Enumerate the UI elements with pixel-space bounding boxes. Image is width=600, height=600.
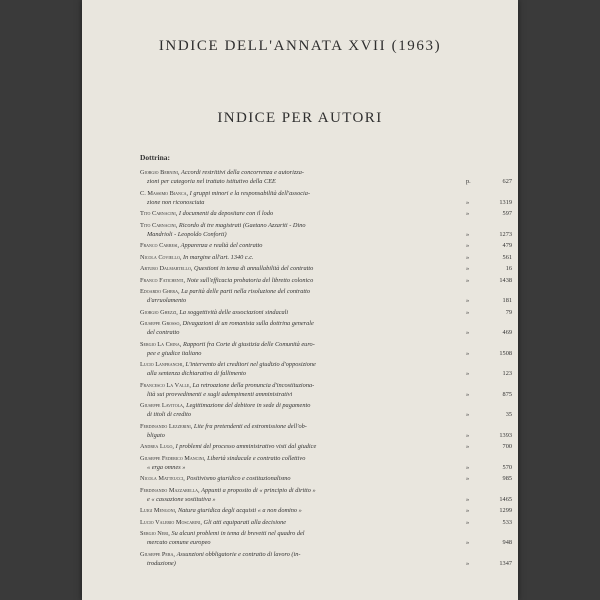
index-entry [140, 442, 512, 451]
entry-text [140, 276, 512, 285]
index-entry [140, 264, 512, 273]
entry-title: Accordi restrittivi della concorrenza e autorizza- [181, 169, 304, 176]
entry-author: Francesco La Valle, [140, 381, 191, 389]
entry-page-ref [460, 538, 512, 547]
index-entry [140, 454, 512, 472]
entry-title: La retroazione della pronuncia d'incostituziona- [192, 381, 315, 389]
entry-title: L'intervento dei creditori nel giudizio d'opposizione [185, 361, 316, 368]
entry-page-ref [460, 410, 512, 419]
page-number: 35 [505, 411, 512, 418]
entry-page-ref [460, 253, 512, 262]
page-prefix: » [466, 329, 470, 336]
entry-title-continuation: zione non riconosciuta [147, 198, 205, 206]
entry-page-ref [460, 518, 512, 527]
page-number: 1319 [499, 198, 512, 206]
entry-page-ref [460, 349, 512, 358]
entry-text [140, 360, 512, 378]
index-entry [140, 308, 512, 317]
entry-title-continuation: bligato [147, 431, 165, 439]
entry-title-continuation: « erga omnes » [147, 463, 186, 471]
page-number: 1438 [499, 276, 512, 284]
entry-page-ref [460, 308, 512, 317]
page-prefix: » [466, 507, 470, 514]
page-prefix: » [466, 559, 470, 567]
entry-author: Giorgio Ghezzi, [140, 308, 178, 316]
entry-page-ref [460, 296, 512, 305]
entry-title-continuation: zioni per categoria nel trattato istitutivo della CEE [147, 178, 276, 185]
page-number: 469 [502, 329, 512, 336]
page-number: 597 [502, 210, 512, 217]
entry-page-ref [460, 495, 512, 504]
page-number: 181 [502, 297, 512, 304]
entry-author: Sergio La China, [140, 340, 182, 348]
index-entry [140, 241, 512, 250]
entry-page-ref [460, 264, 512, 273]
index-entry [140, 518, 512, 527]
page-prefix: » [466, 539, 470, 546]
entry-author: Giorgio Bernini, [140, 169, 180, 176]
page-number: 627 [502, 178, 512, 185]
page-prefix: » [466, 518, 470, 526]
entry-title: Natura giuridica degli acquisti « a non domino » [177, 507, 302, 514]
entry-title-continuation: d'arruolamento [147, 297, 187, 304]
entry-text [140, 550, 512, 568]
entry-author: Franco Carresi, [140, 242, 180, 249]
page-number: 875 [502, 390, 512, 398]
index-entry [140, 319, 512, 337]
index-entry [140, 550, 512, 568]
entry-author: Nicola Matteucci, [140, 475, 185, 482]
page-prefix: » [466, 265, 470, 272]
entry-author: Luigi Mengoni, [140, 507, 177, 514]
entry-title-continuation: mercato comune europeo [147, 539, 211, 546]
book-page [82, 0, 518, 600]
entry-title: Legittimazione del debitore in sede di pagamento [186, 402, 311, 409]
entry-title: Su alcuni problemi in tema di brevetti nel quadro del [171, 530, 305, 537]
entry-text [140, 319, 512, 337]
page-number: 561 [502, 253, 512, 261]
entry-text [140, 442, 512, 451]
entry-text [140, 506, 512, 515]
entry-author: C. Massimo Bianca, [140, 189, 189, 197]
entry-text [140, 529, 512, 547]
page-number: 533 [502, 518, 512, 526]
page-number: 985 [502, 475, 512, 482]
page-number: 79 [505, 308, 512, 316]
entry-title: I gruppi minori e la responsabilità dell'associa- [189, 189, 311, 197]
page-prefix: » [466, 495, 470, 503]
page-prefix: » [466, 411, 470, 418]
entry-page-ref [460, 209, 512, 218]
entry-page-ref [460, 230, 512, 239]
page-number: 479 [502, 242, 512, 249]
index-entry [140, 189, 512, 207]
index-entry [140, 360, 512, 378]
entry-text [140, 189, 512, 207]
entry-text [140, 381, 512, 399]
page-title: INDICE DELL'ANNATA XVII (1963) [158, 38, 442, 54]
entry-text [140, 454, 512, 472]
entry-title: Apparenza e realtà del contratto [180, 242, 263, 249]
entry-title: I documenti da depositare con il lodo [178, 210, 274, 217]
page-prefix: » [466, 308, 470, 316]
entry-author: Lucio Lanfranchi, [140, 361, 184, 368]
entry-text [140, 168, 512, 186]
entry-title-continuation: pee e giudice italiano [147, 349, 202, 357]
entry-page-ref [460, 474, 512, 483]
page-number: 948 [502, 539, 512, 546]
entry-title: Note sull'efficacia probatoria del libretto colonico [186, 276, 314, 284]
entry-author: Giuseppe Pera, [140, 550, 175, 558]
entry-page-ref [460, 390, 512, 399]
entry-title: Ricordo di tre magistrati (Gaetano Azzariti - Dino [178, 221, 306, 229]
entry-title: Libertà sindacale e contratto collettivo [207, 454, 306, 462]
index-entry [140, 422, 512, 440]
page-prefix: » [466, 253, 470, 261]
page-number: 1299 [499, 507, 512, 514]
entry-title: Gli atti equiparati alla decisione [203, 518, 287, 526]
entry-text [140, 253, 512, 262]
index-entry [140, 506, 512, 515]
page-prefix: » [466, 198, 470, 206]
entry-title: Assunzioni obbligatorie e contratto di lavoro (in- [176, 550, 301, 558]
page-prefix: » [466, 349, 470, 357]
page-number: 1393 [499, 431, 512, 439]
entry-title: Positivismo giuridico e costituzionalismo [186, 475, 291, 482]
entry-text [140, 221, 512, 239]
entry-page-ref [460, 463, 512, 472]
page-number: 1508 [499, 349, 512, 357]
entry-author: Ferdinando Lezzerini, [140, 422, 193, 430]
entry-title-continuation: e « cassazione sostitutiva » [147, 495, 216, 503]
page-prefix: » [466, 475, 470, 482]
page-number: 1465 [499, 495, 512, 503]
page-number: 1273 [499, 230, 512, 238]
page-number: 16 [505, 265, 512, 272]
page-number: 570 [502, 463, 512, 471]
author-index-list [140, 168, 512, 570]
page-prefix: » [466, 210, 470, 217]
entry-title: I problemi del processo amministrativo visti dal giudice [175, 443, 317, 450]
entry-page-ref [460, 431, 512, 440]
index-entry [140, 287, 512, 305]
page-number: 123 [502, 370, 512, 377]
index-entry [140, 381, 512, 399]
entry-page-ref [460, 442, 512, 451]
entry-title-continuation: troduzione) [147, 559, 176, 567]
section-label: Dottrina: [140, 153, 170, 162]
page-number: 1347 [499, 559, 512, 567]
entry-author: Edoardo Ghera, [140, 288, 180, 295]
entry-text [140, 264, 512, 273]
entry-page-ref [460, 177, 512, 186]
index-entry [140, 209, 512, 218]
entry-page-ref [460, 198, 512, 207]
page-prefix: » [466, 276, 470, 284]
entry-author: Nicola Coviello, [140, 253, 182, 261]
entry-author: Sergio Neri, [140, 530, 170, 537]
entry-author: Arturo Dalmartello, [140, 265, 193, 272]
index-entry [140, 529, 512, 547]
entry-text [140, 209, 512, 218]
entry-title-continuation: del contratto [147, 329, 180, 336]
page-number: 700 [502, 443, 512, 450]
entry-title: In margine all'art. 1340 c.c. [183, 253, 254, 261]
page-prefix: » [466, 431, 470, 439]
entry-page-ref [460, 328, 512, 337]
section-title: INDICE PER AUTORI [217, 110, 383, 126]
index-entry [140, 221, 512, 239]
page-prefix: » [466, 297, 470, 304]
entry-title: Appunti a proposito di « principio di diritto » [201, 486, 316, 494]
entry-title: Divagazioni di un romanista sulla dottrina generale [182, 320, 314, 327]
entry-author: Franco Fatichenti, [140, 276, 186, 284]
entry-text [140, 340, 512, 358]
index-entry [140, 474, 512, 483]
page-prefix: » [466, 443, 470, 450]
index-entry [140, 253, 512, 262]
entry-page-ref [460, 276, 512, 285]
index-entry [140, 340, 512, 358]
index-entry [140, 486, 512, 504]
page-prefix: p. [466, 178, 471, 185]
index-entry [140, 276, 512, 285]
page-prefix: » [466, 230, 470, 238]
entry-title: Rapporti fra Corte di giustizia delle Comunità euro- [182, 340, 315, 348]
entry-author: Tito Carnacini, [140, 210, 178, 217]
page-prefix: » [466, 463, 470, 471]
entry-page-ref [460, 369, 512, 378]
entry-title-continuation: di titoli di credito [147, 411, 192, 418]
entry-title-continuation: Mandrioli - Leopoldo Conforti) [147, 230, 227, 238]
entry-title-continuation: alla sentenza dichiarativa di fallimento [147, 370, 246, 377]
entry-title: Lite fra pretendenti ed estromissione dell'ob- [193, 422, 307, 430]
entry-author: Ferdinando Mazzarella, [140, 486, 200, 494]
entry-title: La parità delle parti nella risoluzione del contratto [181, 288, 311, 295]
index-entry [140, 401, 512, 419]
index-entry [140, 168, 512, 186]
entry-text [140, 308, 512, 317]
page-prefix: » [466, 390, 470, 398]
page-prefix: » [466, 242, 470, 249]
entry-text [140, 518, 512, 527]
entry-page-ref [460, 241, 512, 250]
entry-title: La soggettività delle associazioni sindacali [179, 308, 289, 316]
entry-text [140, 486, 512, 504]
entry-text [140, 401, 512, 419]
entry-page-ref [460, 559, 512, 568]
entry-page-ref [460, 506, 512, 515]
entry-author: Giuseppe Lavitola, [140, 402, 185, 409]
page-prefix: » [466, 370, 470, 377]
entry-author: Tito Carnacini, [140, 221, 178, 229]
entry-author: Giuseppe Grosso, [140, 320, 181, 327]
entry-author: Giuseppe Federico Mancini, [140, 454, 206, 462]
entry-title: Questioni in tema di annullabilità del contratto [194, 265, 314, 272]
entry-text [140, 241, 512, 250]
entry-text [140, 287, 512, 305]
entry-author: Andrea Lugo, [140, 443, 174, 450]
entry-text [140, 474, 512, 483]
entry-text [140, 422, 512, 440]
entry-author: Lucio Valerio Moscarini, [140, 518, 202, 526]
entry-title-continuation: lità sui provvedimenti e sugli adempimenti amministrativi [147, 390, 293, 398]
